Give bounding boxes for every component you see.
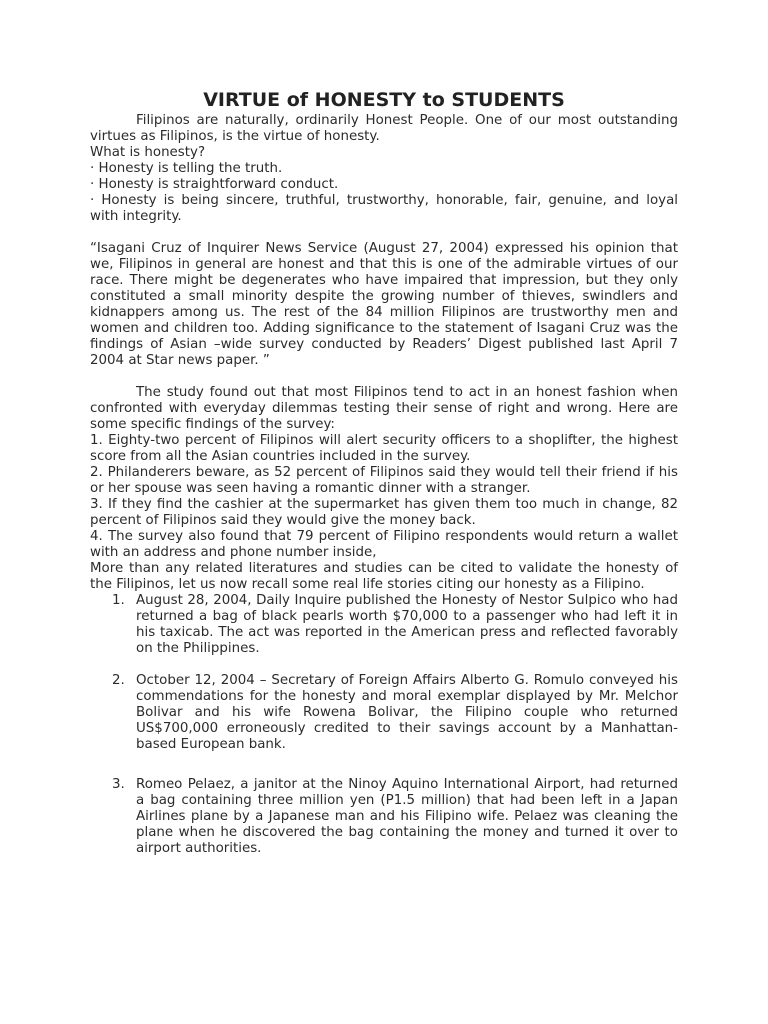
bullet-item: · Honesty is being sincere, truthful, trustworthy, honorable, fair, genuine, and loyal with integrity. (90, 193, 678, 224)
finding-item: 1. Eighty-two percent of Filipinos will alert security officers to a shoplifter, the highest score from all the Asian countries included in the survey. (90, 433, 678, 464)
story-item (90, 593, 678, 657)
transition-paragraph: More than any related literatures and studies can be cited to validate the honesty of the Filipinos, let us now recall some real life stories citing our honesty as a Filipino. (90, 561, 678, 592)
story-item (90, 777, 678, 857)
document-page (90, 88, 678, 857)
spacer (90, 753, 678, 777)
story-number: 3. (112, 777, 125, 792)
bullet-item: · Honesty is telling the truth. (90, 161, 283, 176)
finding-item: 2. Philanderers beware, as 52 percent of Filipinos said they would tell their friend if his or her spouse was seen having a romantic dinner with a stranger. (90, 465, 678, 496)
story-text: August 28, 2004, Daily Inquire published the Honesty of Nestor Sulpico who had returned a bag of black pearls worth $70,000 to a passenger who had left it in his taxicab. The act was reported in the American press and reflected favorably on the Philippines. (136, 593, 678, 656)
story-item (90, 673, 678, 753)
study-paragraph: The study found out that most Filipinos tend to act in an honest fashion when confronted with everyday dilemmas testing their sense of right and wrong. Here are some specific findings of the survey: (90, 385, 678, 432)
spacer (90, 369, 678, 385)
finding-item: 4. The survey also found that 79 percent of Filipino respondents would return a wallet with an address and phone number inside, (90, 529, 678, 560)
question-line: What is honesty? (90, 145, 206, 160)
document-title: VIRTUE of HONESTY to STUDENTS (203, 89, 565, 111)
story-text: Romeo Pelaez, a janitor at the Ninoy Aquino International Airport, had returned a bag containing three million yen (P1.5 million) that had been left in a Japan Airlines plane by a Japanese man and his Filipino wife. Pelaez was cleaning the plane when he discovered the bag containing the money and turned it over to airport authorities. (136, 777, 678, 856)
story-number: 2. (112, 673, 125, 688)
spacer (90, 225, 678, 241)
quote-paragraph: “Isagani Cruz of Inquirer News Service (August 27, 2004) expressed his opinion that we, Filipinos in general are honest and that this is one of the admirable virtues of our race. There might be degenerates who have impaired that impression, but they only constituted a small minority despite the growing number of thieves, swindlers and kidnappers among us. The rest of the 84 million Filipinos are trustworthy men and women and children too. Adding significance to the statement of Isagani Cruz was the findings of Asian –wide survey conducted by Readers’ Digest published last April 7 2004 at Star news paper. ” (90, 241, 678, 368)
story-number: 1. (112, 593, 125, 608)
bullet-item: · Honesty is straightforward conduct. (90, 177, 339, 192)
finding-item: 3. If they find the cashier at the supermarket has given them too much in change, 82 percent of Filipinos said they would give the money back. (90, 497, 678, 528)
spacer (90, 657, 678, 673)
story-text: October 12, 2004 – Secretary of Foreign Affairs Alberto G. Romulo conveyed his commendations for the honesty and moral exemplar displayed by Mr. Melchor Bolivar and his wife Rowena Bolivar, the Filipino couple who returned US$700,000 erroneously credited to their savings account by a Manhattan-based European bank. (136, 673, 678, 752)
intro-paragraph: Filipinos are naturally, ordinarily Honest People. One of our most outstanding virtues as Filipinos, is the virtue of honesty. (90, 113, 678, 144)
